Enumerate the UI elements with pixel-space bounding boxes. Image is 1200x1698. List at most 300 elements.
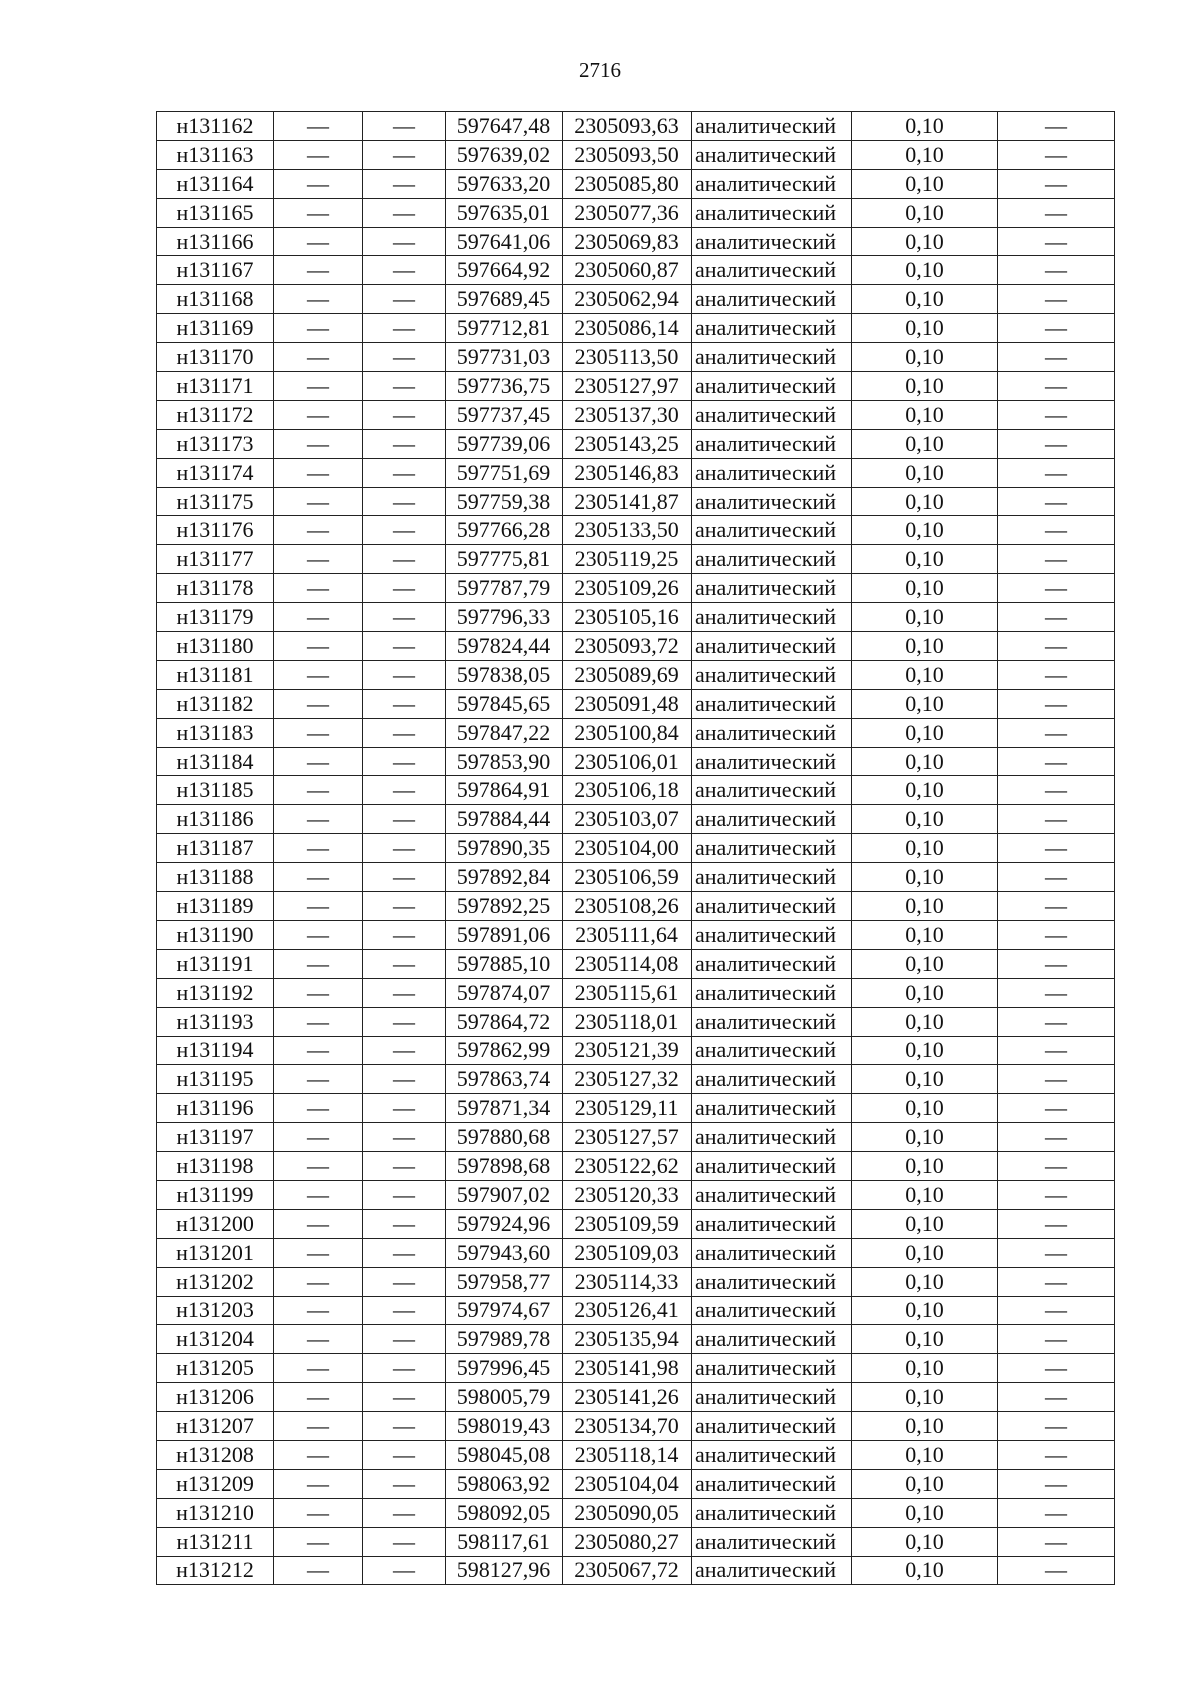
point-id-cell: н131183 [157, 718, 274, 747]
y-coordinate-cell: 2305093,72 [563, 632, 692, 661]
method-cell: аналитический [692, 920, 852, 949]
dash-cell: — [274, 400, 363, 429]
dash-cell: — [363, 1152, 446, 1181]
dash-cell: — [363, 516, 446, 545]
x-coordinate-cell: 597796,33 [446, 603, 563, 632]
table-row [157, 1094, 1115, 1123]
dash-cell: — [998, 1267, 1115, 1296]
precision-cell: 0,10 [852, 603, 998, 632]
point-id-cell: н131194 [157, 1036, 274, 1065]
x-coordinate-cell: 597759,38 [446, 487, 563, 516]
dash-cell: — [363, 776, 446, 805]
dash-cell: — [274, 1296, 363, 1325]
point-id-cell: н131172 [157, 400, 274, 429]
table-row [157, 718, 1115, 747]
y-coordinate-cell: 2305115,61 [563, 978, 692, 1007]
precision-cell: 0,10 [852, 314, 998, 343]
table-row [157, 400, 1115, 429]
dash-cell: — [998, 140, 1115, 169]
point-id-cell: н131206 [157, 1383, 274, 1412]
y-coordinate-cell: 2305120,33 [563, 1180, 692, 1209]
x-coordinate-cell: 597864,91 [446, 776, 563, 805]
table-row [157, 1238, 1115, 1267]
precision-cell: 0,10 [852, 1238, 998, 1267]
y-coordinate-cell: 2305118,01 [563, 1007, 692, 1036]
y-coordinate-cell: 2305106,18 [563, 776, 692, 805]
method-cell: аналитический [692, 1527, 852, 1556]
y-coordinate-cell: 2305127,97 [563, 372, 692, 401]
x-coordinate-cell: 598005,79 [446, 1383, 563, 1412]
x-coordinate-cell: 597739,06 [446, 429, 563, 458]
y-coordinate-cell: 2305141,98 [563, 1354, 692, 1383]
table-row [157, 632, 1115, 661]
x-coordinate-cell: 597853,90 [446, 747, 563, 776]
y-coordinate-cell: 2305122,62 [563, 1152, 692, 1181]
point-id-cell: н131187 [157, 834, 274, 863]
dash-cell: — [274, 863, 363, 892]
method-cell: аналитический [692, 1094, 852, 1123]
table-row [157, 1440, 1115, 1469]
precision-cell: 0,10 [852, 112, 998, 141]
point-id-cell: н131169 [157, 314, 274, 343]
dash-cell: — [363, 689, 446, 718]
precision-cell: 0,10 [852, 1498, 998, 1527]
x-coordinate-cell: 597639,02 [446, 140, 563, 169]
dash-cell: — [998, 1094, 1115, 1123]
dash-cell: — [998, 1469, 1115, 1498]
precision-cell: 0,10 [852, 1296, 998, 1325]
method-cell: аналитический [692, 892, 852, 921]
y-coordinate-cell: 2305119,25 [563, 545, 692, 574]
dash-cell: — [363, 256, 446, 285]
table-row [157, 1152, 1115, 1181]
precision-cell: 0,10 [852, 920, 998, 949]
point-id-cell: н131190 [157, 920, 274, 949]
point-id-cell: н131171 [157, 372, 274, 401]
x-coordinate-cell: 597871,34 [446, 1094, 563, 1123]
y-coordinate-cell: 2305133,50 [563, 516, 692, 545]
dash-cell: — [274, 545, 363, 574]
y-coordinate-cell: 2305111,64 [563, 920, 692, 949]
dash-cell: — [363, 1498, 446, 1527]
method-cell: аналитический [692, 112, 852, 141]
method-cell: аналитический [692, 1296, 852, 1325]
table-row [157, 1527, 1115, 1556]
y-coordinate-cell: 2305143,25 [563, 429, 692, 458]
table-row [157, 1412, 1115, 1441]
method-cell: аналитический [692, 1354, 852, 1383]
point-id-cell: н131165 [157, 198, 274, 227]
precision-cell: 0,10 [852, 198, 998, 227]
dash-cell: — [363, 1123, 446, 1152]
dash-cell: — [998, 1383, 1115, 1412]
method-cell: аналитический [692, 429, 852, 458]
point-id-cell: н131188 [157, 863, 274, 892]
dash-cell: — [998, 1180, 1115, 1209]
y-coordinate-cell: 2305129,11 [563, 1094, 692, 1123]
x-coordinate-cell: 597890,35 [446, 834, 563, 863]
dash-cell: — [274, 285, 363, 314]
precision-cell: 0,10 [852, 978, 998, 1007]
method-cell: аналитический [692, 1383, 852, 1412]
dash-cell: — [998, 458, 1115, 487]
dash-cell: — [274, 718, 363, 747]
dash-cell: — [363, 1209, 446, 1238]
table-row [157, 343, 1115, 372]
dash-cell: — [363, 487, 446, 516]
y-coordinate-cell: 2305118,14 [563, 1440, 692, 1469]
point-id-cell: н131200 [157, 1209, 274, 1238]
dash-cell: — [363, 1007, 446, 1036]
method-cell: аналитический [692, 949, 852, 978]
dash-cell: — [274, 516, 363, 545]
dash-cell: — [998, 1296, 1115, 1325]
method-cell: аналитический [692, 1412, 852, 1441]
precision-cell: 0,10 [852, 776, 998, 805]
dash-cell: — [274, 1527, 363, 1556]
precision-cell: 0,10 [852, 372, 998, 401]
dash-cell: — [274, 892, 363, 921]
dash-cell: — [274, 1180, 363, 1209]
dash-cell: — [363, 660, 446, 689]
dash-cell: — [363, 603, 446, 632]
dash-cell: — [274, 747, 363, 776]
y-coordinate-cell: 2305069,83 [563, 227, 692, 256]
table-row [157, 1556, 1115, 1585]
y-coordinate-cell: 2305062,94 [563, 285, 692, 314]
precision-cell: 0,10 [852, 574, 998, 603]
precision-cell: 0,10 [852, 1440, 998, 1469]
dash-cell: — [363, 718, 446, 747]
table-row [157, 863, 1115, 892]
y-coordinate-cell: 2305141,87 [563, 487, 692, 516]
dash-cell: — [274, 256, 363, 285]
dash-cell: — [363, 863, 446, 892]
point-id-cell: н131211 [157, 1527, 274, 1556]
precision-cell: 0,10 [852, 863, 998, 892]
method-cell: аналитический [692, 805, 852, 834]
point-id-cell: н131174 [157, 458, 274, 487]
table-row [157, 429, 1115, 458]
dash-cell: — [363, 632, 446, 661]
y-coordinate-cell: 2305077,36 [563, 198, 692, 227]
x-coordinate-cell: 598019,43 [446, 1412, 563, 1441]
dash-cell: — [274, 1094, 363, 1123]
method-cell: аналитический [692, 603, 852, 632]
precision-cell: 0,10 [852, 660, 998, 689]
method-cell: аналитический [692, 256, 852, 285]
table-row [157, 256, 1115, 285]
precision-cell: 0,10 [852, 892, 998, 921]
precision-cell: 0,10 [852, 1036, 998, 1065]
table-body [157, 112, 1115, 1585]
dash-cell: — [363, 1036, 446, 1065]
x-coordinate-cell: 597847,22 [446, 718, 563, 747]
table-row [157, 487, 1115, 516]
dash-cell: — [274, 660, 363, 689]
x-coordinate-cell: 597838,05 [446, 660, 563, 689]
dash-cell: — [274, 1036, 363, 1065]
table-row [157, 458, 1115, 487]
dash-cell: — [274, 1209, 363, 1238]
dash-cell: — [998, 429, 1115, 458]
table-row [157, 1123, 1115, 1152]
precision-cell: 0,10 [852, 747, 998, 776]
y-coordinate-cell: 2305141,26 [563, 1383, 692, 1412]
x-coordinate-cell: 597845,65 [446, 689, 563, 718]
y-coordinate-cell: 2305126,41 [563, 1296, 692, 1325]
point-id-cell: н131177 [157, 545, 274, 574]
dash-cell: — [274, 1498, 363, 1527]
precision-cell: 0,10 [852, 169, 998, 198]
y-coordinate-cell: 2305109,03 [563, 1238, 692, 1267]
x-coordinate-cell: 597689,45 [446, 285, 563, 314]
y-coordinate-cell: 2305086,14 [563, 314, 692, 343]
method-cell: аналитический [692, 1209, 852, 1238]
x-coordinate-cell: 597943,60 [446, 1238, 563, 1267]
method-cell: аналитический [692, 372, 852, 401]
dash-cell: — [274, 1556, 363, 1585]
method-cell: аналитический [692, 169, 852, 198]
method-cell: аналитический [692, 1469, 852, 1498]
dash-cell: — [998, 1123, 1115, 1152]
coordinates-table [156, 111, 1115, 1585]
x-coordinate-cell: 597641,06 [446, 227, 563, 256]
table-row [157, 545, 1115, 574]
x-coordinate-cell: 597737,45 [446, 400, 563, 429]
dash-cell: — [363, 112, 446, 141]
point-id-cell: н131192 [157, 978, 274, 1007]
dash-cell: — [363, 458, 446, 487]
table-row [157, 314, 1115, 343]
table-row [157, 1296, 1115, 1325]
table-row [157, 1065, 1115, 1094]
dash-cell: — [363, 892, 446, 921]
x-coordinate-cell: 598117,61 [446, 1527, 563, 1556]
dash-cell: — [274, 1354, 363, 1383]
x-coordinate-cell: 598063,92 [446, 1469, 563, 1498]
method-cell: аналитический [692, 574, 852, 603]
dash-cell: — [274, 1007, 363, 1036]
dash-cell: — [274, 1267, 363, 1296]
dash-cell: — [363, 978, 446, 1007]
dash-cell: — [998, 256, 1115, 285]
y-coordinate-cell: 2305089,69 [563, 660, 692, 689]
precision-cell: 0,10 [852, 1325, 998, 1354]
method-cell: аналитический [692, 343, 852, 372]
dash-cell: — [363, 343, 446, 372]
dash-cell: — [998, 169, 1115, 198]
point-id-cell: н131179 [157, 603, 274, 632]
dash-cell: — [998, 516, 1115, 545]
dash-cell: — [363, 920, 446, 949]
precision-cell: 0,10 [852, 718, 998, 747]
y-coordinate-cell: 2305135,94 [563, 1325, 692, 1354]
y-coordinate-cell: 2305091,48 [563, 689, 692, 718]
table-row [157, 892, 1115, 921]
dash-cell: — [998, 1007, 1115, 1036]
precision-cell: 0,10 [852, 429, 998, 458]
point-id-cell: н131163 [157, 140, 274, 169]
x-coordinate-cell: 597712,81 [446, 314, 563, 343]
dash-cell: — [274, 834, 363, 863]
dash-cell: — [274, 574, 363, 603]
x-coordinate-cell: 597880,68 [446, 1123, 563, 1152]
point-id-cell: н131208 [157, 1440, 274, 1469]
table-row [157, 747, 1115, 776]
table-row [157, 1036, 1115, 1065]
page-number: 2716 [579, 58, 621, 82]
point-id-cell: н131176 [157, 516, 274, 545]
precision-cell: 0,10 [852, 487, 998, 516]
precision-cell: 0,10 [852, 1383, 998, 1412]
dash-cell: — [363, 545, 446, 574]
x-coordinate-cell: 597635,01 [446, 198, 563, 227]
method-cell: аналитический [692, 1325, 852, 1354]
y-coordinate-cell: 2305121,39 [563, 1036, 692, 1065]
method-cell: аналитический [692, 747, 852, 776]
point-id-cell: н131203 [157, 1296, 274, 1325]
x-coordinate-cell: 597892,84 [446, 863, 563, 892]
dash-cell: — [274, 1238, 363, 1267]
method-cell: аналитический [692, 1152, 852, 1181]
point-id-cell: н131182 [157, 689, 274, 718]
x-coordinate-cell: 597751,69 [446, 458, 563, 487]
precision-cell: 0,10 [852, 140, 998, 169]
dash-cell: — [998, 805, 1115, 834]
dash-cell: — [274, 1469, 363, 1498]
x-coordinate-cell: 597885,10 [446, 949, 563, 978]
dash-cell: — [363, 805, 446, 834]
table-row [157, 1180, 1115, 1209]
table-row [157, 1498, 1115, 1527]
x-coordinate-cell: 597924,96 [446, 1209, 563, 1238]
dash-cell: — [363, 169, 446, 198]
point-id-cell: н131162 [157, 112, 274, 141]
x-coordinate-cell: 597898,68 [446, 1152, 563, 1181]
precision-cell: 0,10 [852, 1556, 998, 1585]
precision-cell: 0,10 [852, 805, 998, 834]
x-coordinate-cell: 597736,75 [446, 372, 563, 401]
method-cell: аналитический [692, 516, 852, 545]
dash-cell: — [998, 776, 1115, 805]
precision-cell: 0,10 [852, 1180, 998, 1209]
point-id-cell: н131185 [157, 776, 274, 805]
precision-cell: 0,10 [852, 400, 998, 429]
dash-cell: — [998, 892, 1115, 921]
dash-cell: — [998, 1325, 1115, 1354]
dash-cell: — [363, 1238, 446, 1267]
point-id-cell: н131175 [157, 487, 274, 516]
table-row [157, 1209, 1115, 1238]
dash-cell: — [998, 834, 1115, 863]
dash-cell: — [363, 1094, 446, 1123]
point-id-cell: н131195 [157, 1065, 274, 1094]
dash-cell: — [998, 1065, 1115, 1094]
table-row [157, 1469, 1115, 1498]
dash-cell: — [274, 1412, 363, 1441]
x-coordinate-cell: 597892,25 [446, 892, 563, 921]
dash-cell: — [998, 1354, 1115, 1383]
x-coordinate-cell: 597891,06 [446, 920, 563, 949]
point-id-cell: н131207 [157, 1412, 274, 1441]
table-row [157, 660, 1115, 689]
method-cell: аналитический [692, 545, 852, 574]
table-row [157, 949, 1115, 978]
x-coordinate-cell: 597864,72 [446, 1007, 563, 1036]
dash-cell: — [998, 1498, 1115, 1527]
point-id-cell: н131212 [157, 1556, 274, 1585]
point-id-cell: н131205 [157, 1354, 274, 1383]
x-coordinate-cell: 598092,05 [446, 1498, 563, 1527]
method-cell: аналитический [692, 1238, 852, 1267]
y-coordinate-cell: 2305090,05 [563, 1498, 692, 1527]
y-coordinate-cell: 2305104,04 [563, 1469, 692, 1498]
method-cell: аналитический [692, 1065, 852, 1094]
y-coordinate-cell: 2305127,57 [563, 1123, 692, 1152]
dash-cell: — [363, 834, 446, 863]
dash-cell: — [998, 632, 1115, 661]
dash-cell: — [998, 689, 1115, 718]
table-row [157, 1383, 1115, 1412]
dash-cell: — [998, 949, 1115, 978]
dash-cell: — [274, 140, 363, 169]
dash-cell: — [363, 1527, 446, 1556]
precision-cell: 0,10 [852, 1152, 998, 1181]
precision-cell: 0,10 [852, 949, 998, 978]
dash-cell: — [363, 429, 446, 458]
table-row [157, 140, 1115, 169]
y-coordinate-cell: 2305109,26 [563, 574, 692, 603]
point-id-cell: н131184 [157, 747, 274, 776]
point-id-cell: н131198 [157, 1152, 274, 1181]
precision-cell: 0,10 [852, 1267, 998, 1296]
dash-cell: — [998, 920, 1115, 949]
dash-cell: — [998, 574, 1115, 603]
dash-cell: — [363, 1440, 446, 1469]
table-row [157, 372, 1115, 401]
method-cell: аналитический [692, 978, 852, 1007]
y-coordinate-cell: 2305113,50 [563, 343, 692, 372]
dash-cell: — [998, 603, 1115, 632]
dash-cell: — [274, 603, 363, 632]
dash-cell: — [363, 1412, 446, 1441]
dash-cell: — [274, 198, 363, 227]
point-id-cell: н131164 [157, 169, 274, 198]
dash-cell: — [363, 1325, 446, 1354]
dash-cell: — [998, 372, 1115, 401]
method-cell: аналитический [692, 776, 852, 805]
table-row [157, 574, 1115, 603]
precision-cell: 0,10 [852, 227, 998, 256]
dash-cell: — [274, 458, 363, 487]
table-row [157, 776, 1115, 805]
dash-cell: — [363, 140, 446, 169]
dash-cell: — [998, 1209, 1115, 1238]
precision-cell: 0,10 [852, 1469, 998, 1498]
table-row [157, 603, 1115, 632]
y-coordinate-cell: 2305085,80 [563, 169, 692, 198]
point-id-cell: н131204 [157, 1325, 274, 1354]
point-id-cell: н131196 [157, 1094, 274, 1123]
precision-cell: 0,10 [852, 1412, 998, 1441]
dash-cell: — [363, 949, 446, 978]
table-row [157, 1354, 1115, 1383]
dash-cell: — [363, 1469, 446, 1498]
precision-cell: 0,10 [852, 834, 998, 863]
x-coordinate-cell: 597884,44 [446, 805, 563, 834]
table-row [157, 169, 1115, 198]
